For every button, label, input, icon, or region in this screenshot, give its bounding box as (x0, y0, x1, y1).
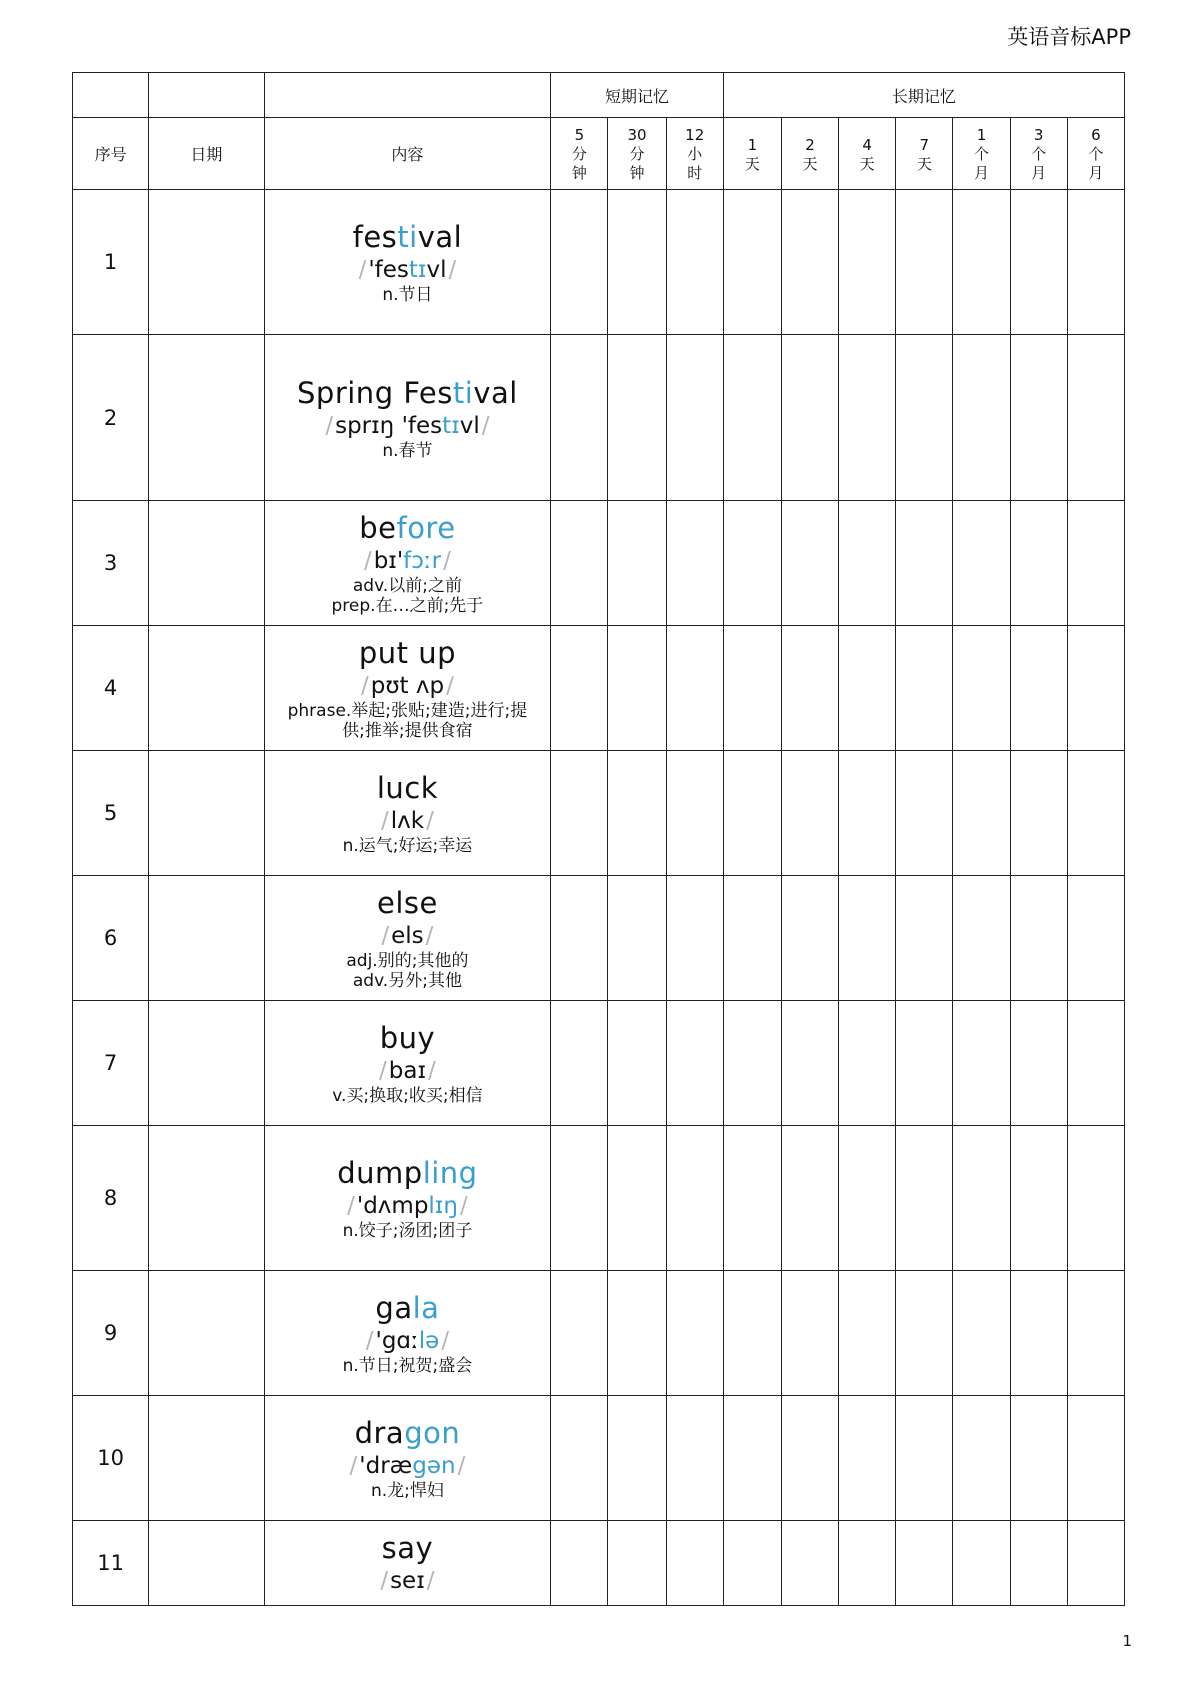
review-checkbox-cell[interactable] (1067, 1126, 1124, 1271)
review-checkbox-cell[interactable] (1067, 1521, 1124, 1606)
phonetic-slash: / (349, 1453, 358, 1479)
review-checkbox-cell[interactable] (723, 1271, 781, 1396)
word-part: Spring Fes (297, 375, 453, 410)
review-checkbox-cell[interactable] (723, 190, 781, 335)
content-cell (264, 501, 551, 626)
interval-header-text: 7 (919, 135, 930, 154)
phonetic-part: vl (426, 257, 447, 283)
header-blank-cell (149, 73, 264, 118)
review-checkbox-cell[interactable] (896, 335, 953, 501)
word-highlight: ti (397, 220, 418, 254)
review-checkbox-cell[interactable] (896, 190, 953, 335)
word-row (73, 1271, 1125, 1396)
phonetic-text (265, 1451, 551, 1481)
word-text (265, 219, 551, 255)
review-checkbox-cell[interactable] (666, 190, 723, 335)
word-text (265, 635, 551, 671)
review-checkbox-cell[interactable] (608, 1126, 666, 1271)
content-cell (264, 1521, 551, 1606)
review-checkbox-cell[interactable] (781, 1001, 838, 1126)
review-checkbox-cell[interactable] (896, 1126, 953, 1271)
review-checkbox-cell[interactable] (839, 626, 896, 751)
meaning-text: n.运气;好运;幸运 (342, 836, 473, 856)
index-header: 序号 (73, 118, 149, 190)
review-checkbox-cell[interactable] (608, 1271, 666, 1396)
content-cell (264, 876, 551, 1001)
word-part: say (381, 1531, 434, 1565)
interval-header-text: 30 (627, 126, 647, 144)
review-checkbox-cell[interactable] (723, 335, 781, 501)
header-blank-cell (73, 73, 149, 118)
interval-header-text: 钟 (571, 164, 587, 182)
review-checkbox-cell[interactable] (781, 876, 838, 1001)
review-checkbox-cell[interactable] (1067, 1396, 1124, 1521)
phonetic-slash: / (426, 808, 434, 834)
interval-header-text: 3 (1033, 126, 1044, 144)
interval-header (551, 118, 608, 190)
review-checkbox-cell[interactable] (896, 626, 953, 751)
word-part: dra (354, 1416, 405, 1450)
review-checkbox-cell[interactable] (551, 1521, 608, 1606)
phonetic-slash: / (457, 1453, 466, 1479)
interval-header-text: 1 (747, 135, 758, 154)
review-checkbox-cell[interactable] (953, 1271, 1010, 1396)
phonetic-text (265, 1191, 551, 1221)
review-checkbox-cell[interactable] (666, 335, 723, 501)
date-cell[interactable] (149, 335, 264, 501)
row-index: 7 (73, 1001, 149, 1126)
word-part: buy (379, 1021, 436, 1055)
review-checkbox-cell[interactable] (781, 1271, 838, 1396)
review-checkbox-cell[interactable] (666, 1001, 723, 1126)
phonetic-slash: / (446, 673, 454, 699)
review-checkbox-cell[interactable] (551, 751, 608, 876)
interval-header (781, 118, 838, 190)
phonetic-highlight: tɪ (408, 257, 427, 283)
review-checkbox-cell[interactable] (953, 1521, 1010, 1606)
review-checkbox-cell[interactable] (896, 876, 953, 1001)
phonetic-part: pʊt ʌp (370, 673, 445, 699)
review-checkbox-cell[interactable] (1010, 751, 1067, 876)
word-highlight: gon (404, 1416, 461, 1450)
interval-header (1067, 118, 1124, 190)
review-checkbox-cell[interactable] (781, 501, 838, 626)
word-row (73, 1126, 1125, 1271)
content-cell (264, 1396, 551, 1521)
short-term-header: 短期记忆 (551, 73, 723, 118)
interval-header-text: 个 (1088, 145, 1104, 163)
row-index: 9 (73, 1271, 149, 1396)
review-checkbox-cell[interactable] (1010, 1271, 1067, 1396)
phonetic-text (265, 546, 551, 576)
date-cell[interactable] (149, 1396, 264, 1521)
review-checkbox-cell[interactable] (781, 1396, 838, 1521)
review-checkbox-cell[interactable] (896, 1271, 953, 1396)
word-text (265, 1415, 551, 1451)
word-text (265, 1020, 551, 1056)
review-checkbox-cell[interactable] (1010, 1126, 1067, 1271)
interval-header (666, 118, 723, 190)
review-checkbox-cell[interactable] (666, 501, 723, 626)
review-checkbox-cell[interactable] (1010, 501, 1067, 626)
review-checkbox-cell[interactable] (608, 1521, 666, 1606)
phonetic-text (265, 806, 551, 836)
date-cell[interactable] (149, 190, 264, 335)
review-checkbox-cell[interactable] (1010, 1001, 1067, 1126)
review-checkbox-cell[interactable] (781, 1521, 838, 1606)
word-row (73, 190, 1125, 335)
review-checkbox-cell[interactable] (896, 751, 953, 876)
review-checkbox-cell[interactable] (1067, 335, 1124, 501)
meaning-text: adv.以前;之前 (352, 576, 462, 596)
phonetic-highlight: fɔːr (403, 548, 442, 574)
word-part: val (473, 375, 518, 410)
review-checkbox-cell[interactable] (1067, 190, 1124, 335)
review-checkbox-cell[interactable] (608, 1396, 666, 1521)
review-checkbox-cell[interactable] (839, 1001, 896, 1126)
phonetic-part: 'fes (368, 257, 409, 283)
row-index: 11 (73, 1521, 149, 1606)
interval-header (723, 118, 781, 190)
column-header-row (73, 118, 1125, 190)
word-row (73, 1396, 1125, 1521)
content-cell (264, 751, 551, 876)
review-checkbox-cell[interactable] (608, 751, 666, 876)
word-text (265, 375, 551, 411)
interval-header-text: 天 (744, 154, 760, 173)
phonetic-part: lʌk (390, 808, 425, 834)
review-checkbox-cell[interactable] (551, 335, 608, 501)
phonetic-slash: / (360, 673, 369, 699)
date-cell[interactable] (149, 1126, 264, 1271)
content-cell (264, 1126, 551, 1271)
interval-header-text: 天 (802, 154, 818, 173)
phonetic-part: sprɪŋ 'fes (335, 412, 443, 439)
word-text (265, 510, 551, 546)
date-cell[interactable] (149, 501, 264, 626)
review-checkbox-cell[interactable] (839, 751, 896, 876)
row-index: 8 (73, 1126, 149, 1271)
review-checkbox-cell[interactable] (723, 876, 781, 1001)
review-checkbox-cell[interactable] (551, 190, 608, 335)
review-checkbox-cell[interactable] (551, 1396, 608, 1521)
word-row (73, 335, 1125, 501)
phonetic-slash: / (363, 548, 372, 574)
review-checkbox-cell[interactable] (723, 626, 781, 751)
phonetic-part: seɪ (390, 1568, 425, 1594)
review-checkbox-cell[interactable] (953, 190, 1010, 335)
row-index: 10 (73, 1396, 149, 1521)
word-text (265, 770, 551, 806)
review-checkbox-cell[interactable] (608, 876, 666, 1001)
date-cell[interactable] (149, 626, 264, 751)
phonetic-part: 'dʌmp (356, 1193, 429, 1219)
review-checkbox-cell[interactable] (1010, 335, 1067, 501)
review-checkbox-cell[interactable] (1010, 1521, 1067, 1606)
phonetic-slash: / (425, 923, 434, 949)
phonetic-slash: / (347, 1193, 355, 1219)
phonetic-text (265, 671, 551, 701)
phonetic-slash: / (325, 412, 334, 439)
word-highlight: ling (422, 1156, 478, 1190)
review-checkbox-cell[interactable] (1067, 751, 1124, 876)
review-checkbox-cell[interactable] (953, 876, 1010, 1001)
phonetic-text (265, 921, 551, 951)
review-checkbox-cell[interactable] (666, 1521, 723, 1606)
review-checkbox-cell[interactable] (723, 501, 781, 626)
word-rows (73, 190, 1125, 1606)
date-header: 日期 (149, 118, 264, 190)
content-cell (264, 190, 551, 335)
row-index: 2 (73, 335, 149, 501)
phonetic-slash: / (358, 257, 367, 283)
phonetic-slash: / (443, 548, 451, 574)
review-checkbox-cell[interactable] (551, 876, 608, 1001)
review-checkbox-cell[interactable] (896, 1396, 953, 1521)
date-cell[interactable] (149, 1271, 264, 1396)
review-checkbox-cell[interactable] (839, 335, 896, 501)
review-checkbox-cell[interactable] (953, 335, 1010, 501)
review-checkbox-cell[interactable] (1067, 501, 1124, 626)
review-checkbox-cell[interactable] (953, 626, 1010, 751)
row-index: 5 (73, 751, 149, 876)
review-checkbox-cell[interactable] (723, 751, 781, 876)
interval-header (953, 118, 1010, 190)
interval-header-text: 5 (574, 126, 585, 144)
phonetic-text (265, 255, 551, 285)
word-row (73, 876, 1125, 1001)
review-checkbox-cell[interactable] (723, 1001, 781, 1126)
phonetic-part: vl (459, 412, 480, 439)
review-checkbox-cell[interactable] (896, 1001, 953, 1126)
meaning-text: n.节日 (382, 285, 433, 305)
meaning-text: 供;推举;提供食宿 (342, 721, 473, 741)
phonetic-text (265, 1566, 551, 1596)
review-checkbox-cell[interactable] (953, 751, 1010, 876)
interval-header-text: 个 (1031, 145, 1047, 163)
interval-header-text: 小 (687, 145, 703, 163)
review-checkbox-cell[interactable] (1067, 876, 1124, 1001)
phonetic-slash: / (380, 1568, 389, 1594)
word-part: put up (358, 636, 456, 670)
review-checkbox-cell[interactable] (723, 1521, 781, 1606)
interval-header-text: 月 (973, 164, 989, 182)
interval-header-text: 12 (685, 126, 705, 144)
phonetic-slash: / (365, 1328, 374, 1354)
review-checkbox-cell[interactable] (1067, 626, 1124, 751)
phonetic-text (265, 411, 551, 441)
interval-header-text: 天 (916, 154, 932, 173)
date-cell[interactable] (149, 1521, 264, 1606)
phonetic-part: 'gɑː (375, 1328, 419, 1354)
review-checkbox-cell[interactable] (551, 1126, 608, 1271)
word-highlight: la (412, 1291, 440, 1325)
review-checkbox-cell[interactable] (781, 1126, 838, 1271)
review-checkbox-cell[interactable] (781, 335, 838, 501)
row-index: 3 (73, 501, 149, 626)
review-checkbox-cell[interactable] (608, 1001, 666, 1126)
phonetic-part: 'dræ (359, 1453, 413, 1479)
review-checkbox-cell[interactable] (723, 1396, 781, 1521)
review-checkbox-cell[interactable] (1010, 626, 1067, 751)
interval-header-text: 时 (687, 164, 703, 182)
review-checkbox-cell[interactable] (551, 1271, 608, 1396)
word-part: val (417, 220, 463, 254)
date-cell[interactable] (149, 876, 264, 1001)
meaning-text: n.春节 (382, 440, 433, 461)
review-checkbox-cell[interactable] (723, 1126, 781, 1271)
meaning-text: phrase.举起;张贴;建造;进行;提 (287, 701, 528, 721)
review-checkbox-cell[interactable] (666, 1396, 723, 1521)
phonetic-highlight: tɪ (442, 412, 460, 439)
date-cell[interactable] (149, 751, 264, 876)
content-cell (264, 1271, 551, 1396)
review-checkbox-cell[interactable] (608, 190, 666, 335)
row-index: 1 (73, 190, 149, 335)
word-row (73, 501, 1125, 626)
word-highlight: ti (452, 375, 474, 410)
review-checkbox-cell[interactable] (551, 1001, 608, 1126)
meaning-text: adv.另外;其他 (352, 971, 462, 991)
review-checkbox-cell[interactable] (666, 1271, 723, 1396)
review-checkbox-cell[interactable] (666, 876, 723, 1001)
review-checkbox-cell[interactable] (551, 501, 608, 626)
phonetic-highlight: lə (418, 1328, 440, 1354)
phonetic-slash: / (428, 1058, 436, 1084)
long-term-header: 长期记忆 (723, 73, 1124, 118)
phonetic-slash: / (426, 1568, 435, 1594)
word-row (73, 1521, 1125, 1606)
meaning-text: v.买;换取;收买;相信 (332, 1086, 483, 1106)
review-checkbox-cell[interactable] (839, 190, 896, 335)
interval-header-text: 个 (973, 145, 989, 163)
word-part: luck (376, 771, 438, 805)
meaning-text: n.龙;悍妇 (370, 1481, 444, 1501)
interval-header-text: 分 (571, 145, 587, 163)
brand-title: 英语音标APP (1007, 25, 1131, 49)
interval-header-text: 月 (1088, 164, 1104, 182)
review-checkbox-cell[interactable] (608, 335, 666, 501)
review-checkbox-cell[interactable] (839, 1126, 896, 1271)
interval-header-text: 天 (859, 154, 875, 173)
row-index: 6 (73, 876, 149, 1001)
word-part: fes (352, 220, 398, 254)
phonetic-highlight: lɪŋ (428, 1193, 458, 1219)
word-text (265, 885, 551, 921)
interval-header-text: 2 (805, 135, 815, 154)
review-checkbox-cell[interactable] (1010, 190, 1067, 335)
review-checkbox-cell[interactable] (781, 751, 838, 876)
review-checkbox-cell[interactable] (839, 1271, 896, 1396)
interval-header-text: 月 (1031, 164, 1047, 182)
interval-header-text: 4 (862, 135, 872, 154)
word-part: dump (337, 1156, 423, 1190)
meaning-text: n.饺子;汤团;团子 (342, 1221, 473, 1241)
content-cell (264, 1001, 551, 1126)
interval-header-text: 6 (1091, 126, 1101, 144)
word-text (265, 1530, 551, 1566)
review-checkbox-cell[interactable] (551, 626, 608, 751)
interval-header-text: 1 (976, 126, 987, 144)
word-highlight: fore (396, 511, 456, 545)
page-number: 1 (1122, 1632, 1132, 1650)
meaning-text: adj.别的;其他的 (346, 951, 469, 971)
interval-header (896, 118, 953, 190)
review-checkbox-cell[interactable] (953, 1126, 1010, 1271)
review-checkbox-cell[interactable] (839, 1521, 896, 1606)
phonetic-slash: / (379, 1058, 387, 1084)
phonetic-text (265, 1326, 551, 1356)
meaning-text: prep.在…之前;先于 (331, 596, 484, 616)
phonetic-part: bɪ' (373, 548, 404, 574)
review-checkbox-cell[interactable] (839, 1396, 896, 1521)
row-index: 4 (73, 626, 149, 751)
review-checkbox-cell[interactable] (1010, 1396, 1067, 1521)
interval-header-text: 分 (629, 145, 645, 163)
phonetic-slash: / (381, 808, 389, 834)
review-checkbox-cell[interactable] (839, 501, 896, 626)
word-text (265, 1290, 551, 1326)
word-part: ga (375, 1291, 413, 1325)
content-header: 内容 (264, 118, 551, 190)
phonetic-slash: / (459, 1193, 468, 1219)
phonetic-slash: / (481, 412, 490, 439)
phonetic-slash: / (441, 1328, 450, 1354)
phonetic-part: baɪ (388, 1058, 427, 1084)
memory-review-table (72, 72, 1125, 1606)
review-checkbox-cell[interactable] (953, 1001, 1010, 1126)
word-part: else (376, 886, 438, 920)
review-checkbox-cell[interactable] (953, 1396, 1010, 1521)
interval-header (839, 118, 896, 190)
word-row (73, 626, 1125, 751)
content-cell (264, 626, 551, 751)
word-row (73, 1001, 1125, 1126)
interval-header (608, 118, 666, 190)
review-checkbox-cell[interactable] (839, 876, 896, 1001)
review-checkbox-cell[interactable] (1067, 1001, 1124, 1126)
interval-header (1010, 118, 1067, 190)
phonetic-highlight: gən (412, 1453, 456, 1479)
review-checkbox-cell[interactable] (608, 626, 666, 751)
review-checkbox-cell[interactable] (666, 1126, 723, 1271)
review-checkbox-cell[interactable] (781, 190, 838, 335)
review-checkbox-cell[interactable] (896, 501, 953, 626)
group-header-row (73, 73, 1125, 118)
phonetic-slash: / (381, 923, 390, 949)
review-checkbox-cell[interactable] (781, 626, 838, 751)
phonetic-part: els (391, 923, 424, 949)
word-text (265, 1155, 551, 1191)
header-blank-cell (264, 73, 551, 118)
review-checkbox-cell[interactable] (608, 501, 666, 626)
review-checkbox-cell[interactable] (666, 751, 723, 876)
phonetic-text (265, 1056, 551, 1086)
content-cell (264, 335, 551, 501)
review-checkbox-cell[interactable] (1010, 876, 1067, 1001)
meaning-text: n.节日;祝贺;盛会 (342, 1356, 473, 1376)
phonetic-slash: / (448, 257, 457, 283)
review-checkbox-cell[interactable] (1067, 1271, 1124, 1396)
review-checkbox-cell[interactable] (666, 626, 723, 751)
word-part: be (359, 511, 397, 545)
word-row (73, 751, 1125, 876)
review-checkbox-cell[interactable] (953, 501, 1010, 626)
date-cell[interactable] (149, 1001, 264, 1126)
review-checkbox-cell[interactable] (896, 1521, 953, 1606)
interval-header-text: 钟 (629, 164, 645, 182)
